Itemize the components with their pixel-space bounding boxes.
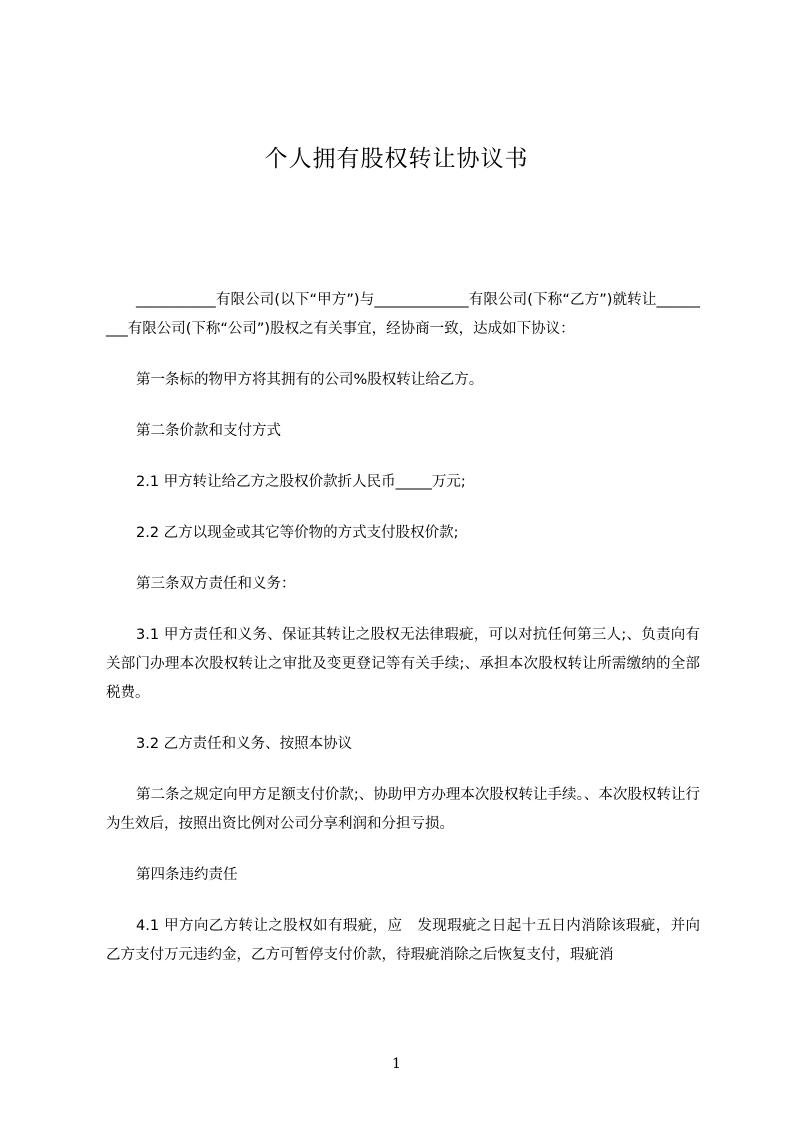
document-title: 个人拥有股权转让协议书	[264, 146, 529, 172]
clause-2-1-paragraph: 2.1 甲方转让给乙方之股权价款折人民币_____万元;	[136, 474, 466, 490]
preamble-paragraph: ___________有限公司(以下“甲方”)与_____________有限公司(下称“乙方”)就转让_________有限公司(下称“公司”)股权之有关事宜，经协商一致，达成如下协议：	[106, 292, 700, 337]
article-1-paragraph: 第一条标的物甲方将其拥有的公司%股权转让给乙方。	[136, 372, 484, 388]
article-4-heading: 第四条违约责任	[136, 867, 238, 883]
clause-3-2-continued-paragraph: 第二条之规定向甲方足额支付价款;、协助甲方办理本次股权转让手续。、本次股权转让行为生效后，按照出资比例对公司分享利润和分担亏损。	[106, 787, 700, 832]
document-body	[106, 286, 700, 992]
clause-3-1-paragraph: 3.1 甲方责任和义务、保证其转让之股权无法律瑕疵，可以对抗任何第三人;、负责向有关部门办理本次股权转让之审批及变更登记等有关手续;、承担本次股权转让所需缴纳的全部税费。	[106, 627, 700, 701]
clause-2-2-paragraph: 2.2 乙方以现金或其它等价物的方式支付股权价款;	[136, 525, 459, 541]
article-3-heading: 第三条双方责任和义务：	[136, 576, 296, 592]
page-number: 1	[392, 1056, 401, 1072]
clause-4-1-paragraph: 4.1 甲方向乙方转让之股权如有瑕疵，应 发现瑕疵之日起十五日内消除该瑕疵，并向乙方支付万元违约金，乙方可暂停支付价款，待瑕疵消除之后恢复支付，瑕疵消	[106, 918, 700, 963]
article-2-heading: 第二条价款和支付方式	[136, 423, 281, 439]
clause-3-2-paragraph: 3.2 乙方责任和义务、按照本协议	[136, 736, 353, 752]
